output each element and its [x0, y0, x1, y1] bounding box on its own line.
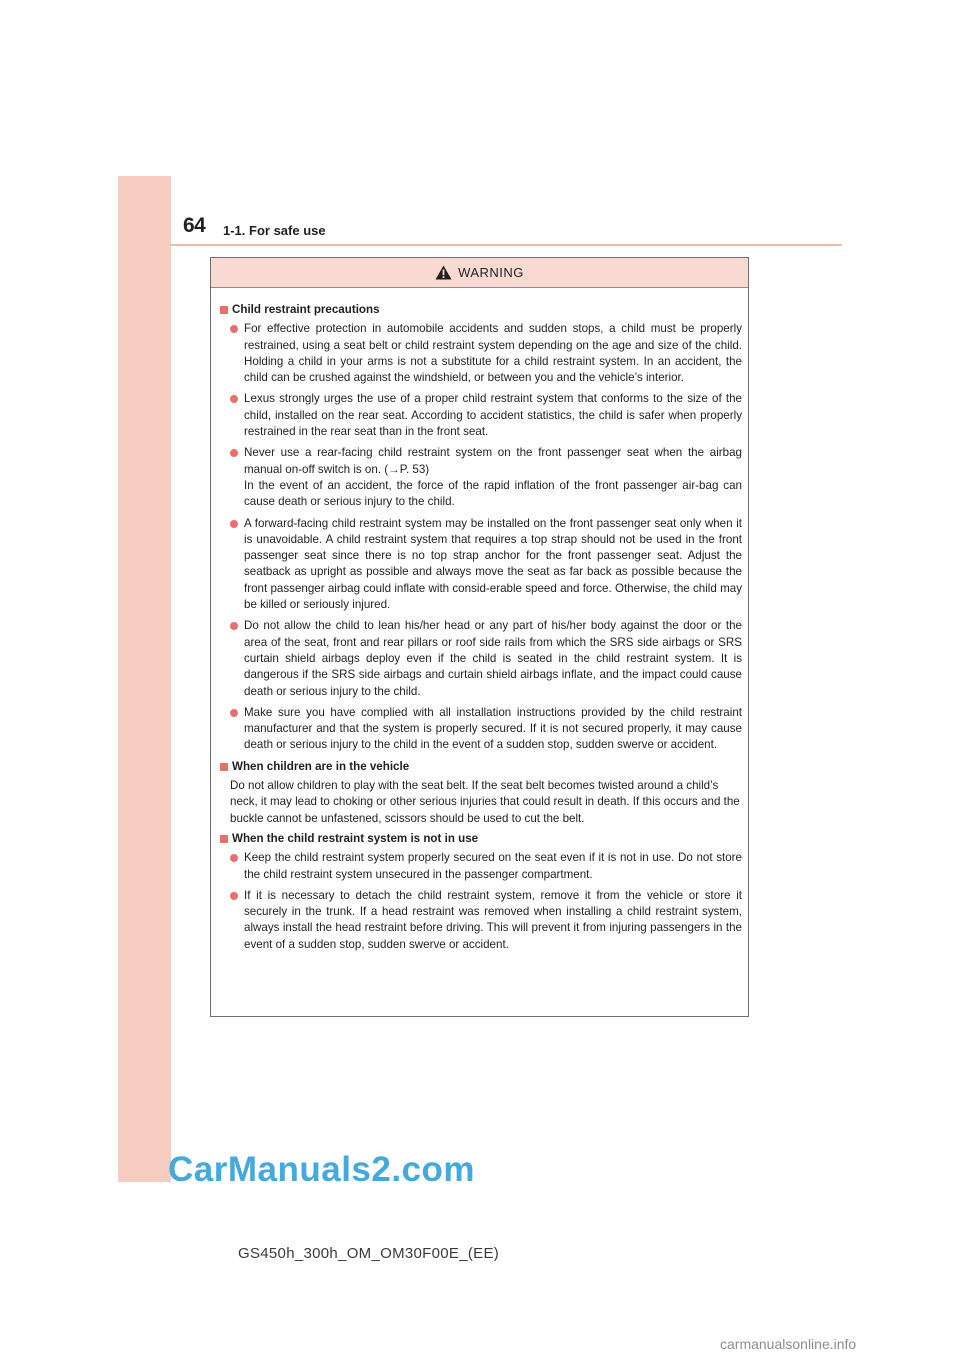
section-heading: When the child restraint system is not in use	[218, 831, 742, 847]
square-bullet-icon	[220, 763, 228, 771]
page-number: 64	[183, 214, 206, 237]
section-children-in-vehicle	[218, 759, 742, 827]
bullet-list	[218, 321, 742, 753]
warning-box	[210, 257, 749, 1017]
section-heading: Child restraint precautions	[218, 302, 742, 318]
list-item	[218, 618, 742, 699]
list-item	[218, 391, 742, 440]
list-item	[218, 705, 742, 754]
section-restraint-not-in-use	[218, 831, 742, 953]
round-bullet-icon	[230, 449, 238, 457]
round-bullet-icon	[230, 709, 238, 717]
warning-header	[211, 258, 748, 288]
section-child-restraint-precautions	[218, 302, 742, 754]
bullet-text: Lexus strongly urges the use of a proper child restraint system that conforms to the size of the child, installed on the rear seat. According to accident statistics, the child is safer when properly restrained in the rear seat than in the front seat.	[244, 392, 742, 439]
round-bullet-icon	[230, 854, 238, 862]
side-color-band	[118, 176, 171, 1182]
round-bullet-icon	[230, 520, 238, 528]
list-item	[218, 321, 742, 386]
round-bullet-icon	[230, 325, 238, 333]
bullet-text: Make sure you have complied with all installation instructions provided by the child restraint manufacturer and that the system is properly secured. If it is not secured properly, it may cause death or serious injury to the child in the event of a sudden stop, sudden swerve or accident.	[244, 705, 742, 752]
warning-body	[211, 288, 748, 953]
bullet-text: If it is necessary to detach the child restraint system, remove it from the vehicle or store it securely in the trunk. If a head restraint was removed when installing a child restraint system, always install the head restraint before driving. This will prevent it from injuring passengers in the event of a sudden stop, sudden swerve or accident.	[244, 888, 742, 951]
site-watermark: carmanualsonline.info	[720, 1336, 857, 1352]
list-item	[218, 850, 742, 883]
round-bullet-icon	[230, 892, 238, 900]
list-item	[218, 516, 742, 614]
bullet-text: Do not allow the child to lean his/her head or any part of his/her body against the door or the area of the seat, front and rear pillars or roof side rails from which the SRS side airbags or SRS curtain shield airbags deploy even if the child is seated in the child restraint system. It is dangerous if the SRS side airbags and curtain shield airbags inflate, and the impact could cause death or serious injury to the child.	[244, 619, 742, 698]
warning-triangle-icon	[435, 265, 452, 280]
bullet-text: Keep the child restraint system properly secured on the seat even if it is not in use. Do not store the child restraint system unsecured in the passenger compartment.	[244, 851, 742, 881]
round-bullet-icon	[230, 395, 238, 403]
section-title: 1-1. For safe use	[223, 223, 326, 238]
list-item	[218, 445, 742, 510]
list-item	[218, 888, 742, 953]
bullet-text: Never use a rear-facing child restraint system on the front passenger seat when the airbag manual on-off switch is on. (→P. 53) In the event of an accident, the force of the rapid inflation of the front passenger air-bag can cause death or serious injury to the child.	[244, 446, 742, 509]
round-bullet-icon	[230, 622, 238, 630]
square-bullet-icon	[220, 835, 228, 843]
section-paragraph: Do not allow children to play with the seat belt. If the seat belt becomes twisted around a child’s neck, it may lead to choking or other serious injuries that could result in death. If this occurs and the buckle cannot be unfastened, scissors should be used to cut the belt.	[230, 779, 740, 825]
document-code: GS450h_300h_OM_OM30F00E_(EE)	[238, 1245, 500, 1262]
bullet-text: For effective protection in automobile accidents and sudden stops, a child must be properly restrained, using a seat belt or child restraint system depending on the age and size of the child. Holding a child in your arms is not a substitute for a child restraint system. In an accident, the child can be crushed against the windshield, or between you and the vehicle’s interior.	[244, 322, 742, 385]
section-heading: When children are in the vehicle	[218, 759, 742, 775]
watermark-logo: CarManuals2.com	[168, 1150, 476, 1189]
warning-title: WARNING	[458, 265, 524, 280]
header-rule	[171, 244, 842, 246]
square-bullet-icon	[220, 306, 228, 314]
bullet-list	[218, 850, 742, 953]
bullet-text: A forward-facing child restraint system may be installed on the front passenger seat only when it is unavoidable. A child restraint system that requires a top strap should not be used in the front passenger seat since there is no top strap anchor for the front passenger seat. Adjust the seatback as upright as possible and always move the seat as far back as possible because the front passenger airbag could inflate with consid-erable speed and force. Otherwise, the child may be killed or seriously injured.	[244, 516, 742, 612]
